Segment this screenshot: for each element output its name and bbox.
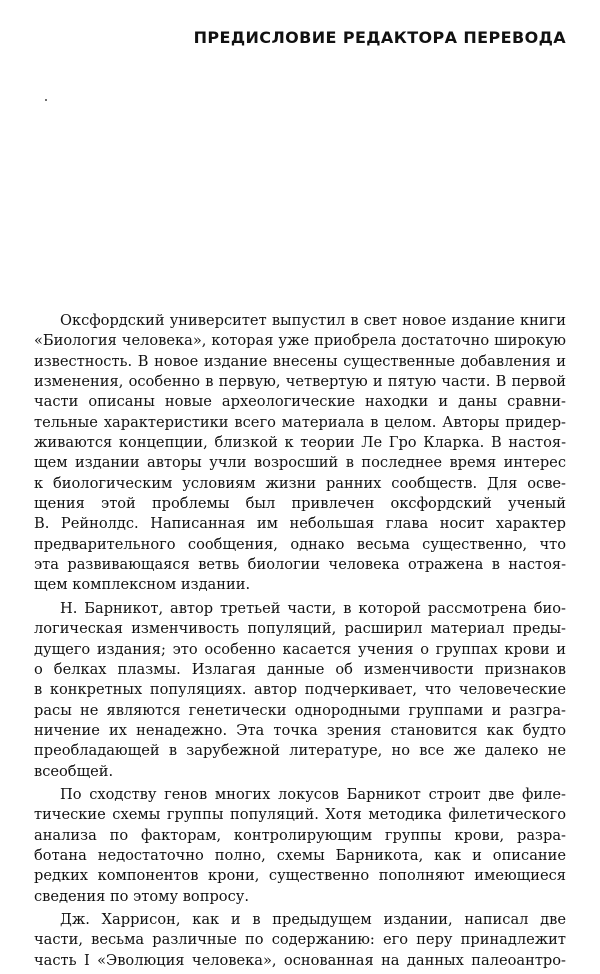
- text-line: Дж. Харрисон, как и в предыдущем издании, написал две: [60, 910, 566, 928]
- text-line: часть I «Эволюция человека», основанная на данных палеоантро-: [34, 951, 566, 969]
- text-line: Оксфордский университет выпустил в свет новое издание книги: [60, 312, 566, 329]
- text-line: предварительного сообщения, однако весьма существенно, что: [34, 535, 566, 553]
- paragraph-1: [34, 311, 566, 596]
- paragraph-3: [34, 785, 566, 907]
- running-head: ПРЕДИСЛОВИЕ РЕДАКТОРА ПЕРЕВОДА: [193, 28, 566, 47]
- text-line: щем комплексном издании.: [34, 576, 251, 594]
- text-line: Н. Барникот, автор третьей части, в которой рассмотрена био-: [60, 599, 566, 617]
- text-line: расы не являются генетически однородными группами и разгра-: [34, 701, 566, 719]
- text-line: тические схемы группы популяций. Хотя методика филетического: [34, 806, 566, 824]
- text-line: о белках плазмы. Излагая данные об изменчивости признаков: [34, 660, 566, 678]
- text-line: части, весьма различные по содержанию: его перу принадлежит: [34, 931, 566, 949]
- text-line: ботана недостаточно полно, схемы Барникота, как и описание: [34, 846, 566, 864]
- text-line: изменения, особенно в первую, четвертую и пятую части. В первой: [34, 373, 566, 391]
- text-line: тельные характеристики всего материала в целом. Авторы придер-: [34, 413, 566, 431]
- text-line: преобладающей в зарубежной литературе, но все же далеко не: [34, 742, 566, 760]
- text-line: части описаны новые археологические находки и даны сравни-: [34, 393, 566, 411]
- body-text: [34, 311, 566, 974]
- text-line: всеобщей.: [34, 762, 114, 780]
- text-line: эта развивающаяся ветвь биологии человека отражена в настоя-: [34, 556, 566, 574]
- text-line: анализа по факторам, контролирующим группы крови, разра-: [34, 826, 566, 844]
- text-line: щения этой проблемы был привлечен оксфордский ученый: [34, 495, 566, 513]
- text-line: редких компонентов крони, существенно пополняют имеющиеся: [34, 867, 566, 885]
- text-line: живаются концепции, близкой к теории Ле Гро Кларка. В настоя-: [34, 434, 566, 452]
- text-line: По сходству генов многих локусов Барникот строит две филе-: [60, 785, 566, 803]
- text-line: логическая изменчивость популяций, расширил материал преды-: [34, 620, 566, 638]
- paragraph-2: [34, 599, 566, 782]
- text-line: в конкретных популяциях. автор подчеркивает, что человеческие: [34, 681, 566, 699]
- text-line: сведения по этому вопросу.: [34, 887, 249, 905]
- text-line: дущего издания; это особенно касается учения о группах крови и: [34, 640, 566, 658]
- text-line: известность. В новое издание внесены существенные добавления и: [34, 352, 566, 370]
- print-speck: [45, 99, 47, 101]
- text-line: «Биология человека», которая уже приобрела достаточно широкую: [34, 332, 566, 350]
- text-line: ничение их ненадежно. Эта точка зрения становится как будто: [34, 721, 566, 739]
- text-line: щем издании авторы учли возросший в последнее время интерес: [34, 454, 566, 472]
- text-line: к биологическим условиям жизни ранних сообществ. Для осве-: [34, 474, 566, 492]
- paragraph-4: [34, 910, 566, 971]
- text-line: В. Рейнолдс. Написанная им небольшая глава носит характер: [34, 515, 566, 533]
